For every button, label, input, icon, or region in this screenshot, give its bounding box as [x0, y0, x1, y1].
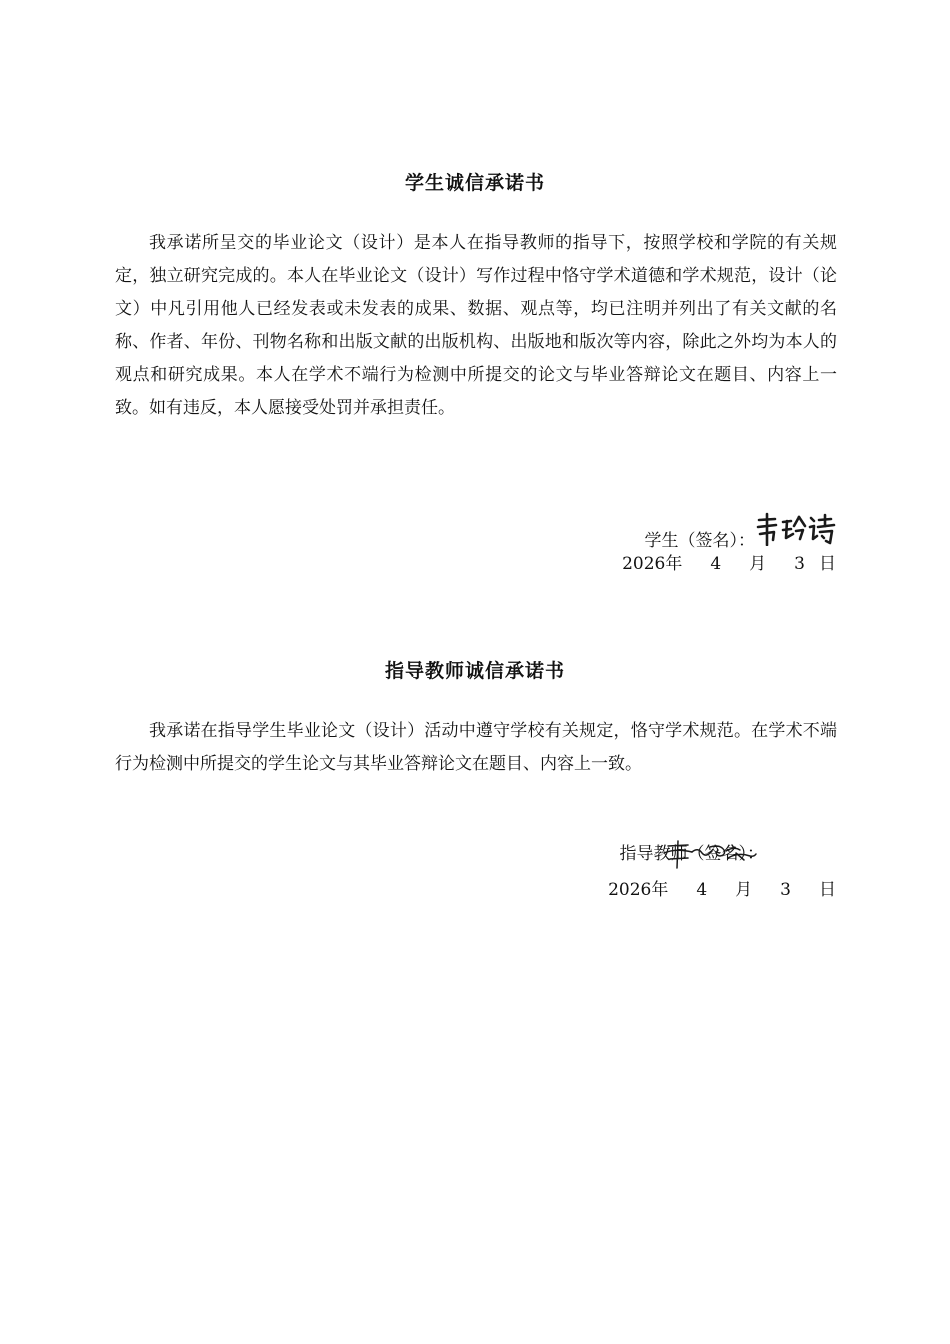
teacher-handwritten-signature [662, 840, 758, 874]
student-pledge-title: 学生诚信承诺书 [404, 172, 545, 194]
student-date-year: 2026 [622, 554, 666, 574]
teacher-date-month-unit: 月 [735, 880, 753, 900]
student-signature-line [645, 512, 838, 553]
teacher-signature-label: 指导教师（签名）： [619, 844, 764, 864]
teacher-pledge-body: 我承诺在指导学生毕业论文（设计）活动中遵守学校有关规定，恪守学术规范。在学术不端行为检测中所提交的学生论文与其毕业答辩论文在题目、内容上一致。 [115, 721, 837, 774]
student-date-day: 3 [794, 554, 805, 574]
teacher-date-day: 3 [780, 880, 791, 900]
student-signature-label: 学生（签名）： [644, 531, 755, 551]
teacher-date [608, 878, 836, 902]
student-date-month-unit: 月 [749, 554, 767, 574]
student-date-day-unit: 日 [819, 554, 836, 574]
teacher-date-day-unit: 日 [819, 880, 836, 900]
teacher-date-year: 2026 [608, 880, 652, 900]
teacher-date-year-unit: 年 [651, 880, 669, 900]
student-date-year-unit: 年 [665, 554, 683, 574]
teacher-pledge-title: 指导教师诚信承诺书 [384, 660, 565, 682]
student-date-month: 4 [710, 554, 722, 574]
teacher-date-month: 4 [696, 880, 708, 900]
student-pledge-body: 我承诺所呈交的毕业论文（设计）是本人在指导教师的指导下，按照学校和学院的有关规定，独立研究完成的。本人在毕业论文（设计）写作过程中恪守学术道德和学术规范，设计（论文）中凡引用他人已经发表或未发表的成果、数据、观点等，均已注明并列出了有关文献的名称、作者、年份、刊物名称和出版文献的出版机构、出版地和版次等内容，除此之外均为本人的观点和研究成果。本人在学术不端行为检测中所提交的论文与毕业答辩论文在题目、内容上一致。如有违反，本人愿接受处罚并承担责任。 [115, 233, 837, 418]
student-date [622, 552, 836, 576]
student-handwritten-signature [755, 512, 837, 553]
